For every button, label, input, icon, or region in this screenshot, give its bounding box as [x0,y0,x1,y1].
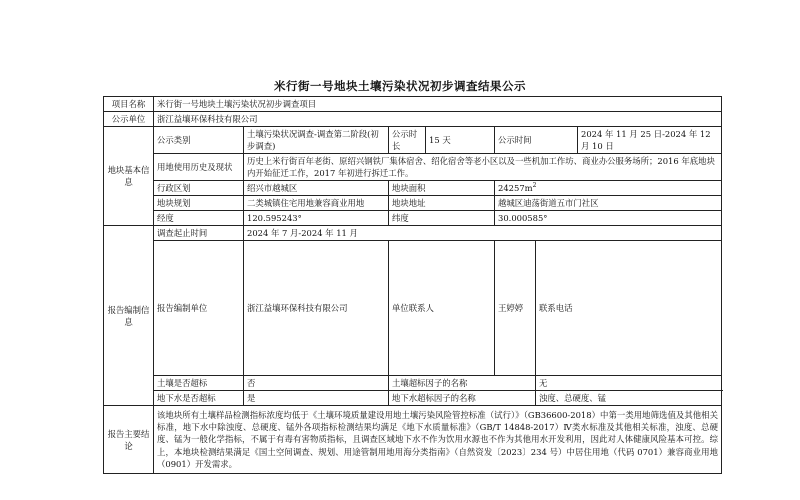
soil-exceed-value: 否 [244,376,389,391]
duration-label: 公示时长 [389,127,426,154]
report-org-value: 浙江益壤环保科技有限公司 [244,241,389,376]
conclusion-text: 该地块所有土壤样品检测指标浓度均低于《土壤环境质量建设用地土壤污染风险管控标准（试行）》（GB36600-2018）中第一类用地筛选值及其他相关标准，地下水中除浊度、总硬度、锰外各项指标检测结果均满足《地下水质量标准》（GB/T 14848-2017）Ⅳ类水标准及其他相关标准，浊度、总硬度、锰为一般化学指标，不属于有毒有害物质指标，且调查区域地下水不作为饮用水源也不作为其他用水开发利用，因此对人体健康风险基本可控。综上，本地块检测结果满足《国土空间调查、规划、用途管制用地用海分类指南》（自然资发〔2023〕234 号）中居住用地（代码 0701）兼容商业用地（0901）开发需求。 [154,406,722,474]
water-exceed-row [104,391,722,406]
publish-unit-label: 公示单位 [104,112,154,127]
water-factor-label: 地下水超标因子的名称 [389,391,536,406]
soil-factor-value: 无 [536,376,722,391]
history-row [104,154,722,181]
period-label: 公示时间 [495,127,578,154]
soil-exceed-row [104,376,722,391]
project-name-value: 米行街一号地块土壤污染状况初步调查项目 [154,97,722,112]
longitude-value: 120.595243° [244,211,389,226]
latitude-label: 纬度 [389,211,495,226]
conclusion-row [104,406,722,474]
category-label: 公示类别 [154,127,244,154]
soil-exceed-label: 土壤是否超标 [154,376,244,391]
water-exceed-value: 是 [244,391,389,406]
district-value: 绍兴市越城区 [244,181,389,196]
water-exceed-label: 地下水是否超标 [154,391,244,406]
publish-unit-value: 浙江益壤环保科技有限公司 [154,112,722,127]
report-org-label: 报告编制单位 [154,241,244,376]
conclusion-label: 报告主要结论 [104,406,154,474]
period-value: 2024 年 11 月 25 日-2024 年 12 月 10 日 [578,127,722,154]
area-value [495,181,722,196]
category-row [104,127,722,154]
survey-period-row [104,226,722,241]
contact-value: 王婷婷 [495,241,536,376]
area-label: 地块面积 [389,181,495,196]
district-row [104,181,722,196]
unit-row [104,112,722,127]
duration-value: 15 天 [426,127,495,154]
address-value: 越城区迪荡街道五市门社区 [495,196,722,211]
category-value: 土壤污染状况调查-调查第二阶段(初步调查) [244,127,389,154]
project-name-label: 项目名称 [104,97,154,112]
project-row [104,97,722,112]
history-value: 历史上米行街百年老街、原绍兴钢铁厂集体宿舍、绍化宿舍等老小区以及一些机加工作坊、商业办公服务场所；2016 年底地块内开始征迁工作，2017 年初进行拆迁工作。 [244,154,722,181]
district-label: 行政区划 [154,181,244,196]
basic-info-label: 地块基本信息 [104,127,154,226]
planning-row [104,196,722,211]
area-unit-superscript: 2 [532,182,537,190]
survey-period-value: 2024 年 7 月-2024 年 11 月 [244,226,722,241]
water-factor-value: 浊度、总硬度、锰 [536,391,722,406]
phone-label: 联系电话 [536,241,722,376]
contact-label: 单位联系人 [389,241,495,376]
disclosure-table [103,96,722,474]
report-info-label: 报告编制信息 [104,226,154,406]
area-number: 24257m [498,183,533,193]
soil-factor-label: 土壤超标因子的名称 [389,376,536,391]
latitude-value: 30.000585° [495,211,722,226]
address-label: 地块地址 [389,196,495,211]
report-org-row [104,241,722,376]
survey-period-label: 调查起止时间 [154,226,244,241]
longitude-label: 经度 [154,211,244,226]
history-label: 用地使用历史及现状 [154,154,244,181]
planning-value: 二类城镇住宅用地兼容商业用地 [244,196,389,211]
page-title: 米行街一号地块土壤污染状况初步调查结果公示 [274,79,526,93]
planning-label: 地块规划 [154,196,244,211]
coordinate-row [104,211,722,226]
